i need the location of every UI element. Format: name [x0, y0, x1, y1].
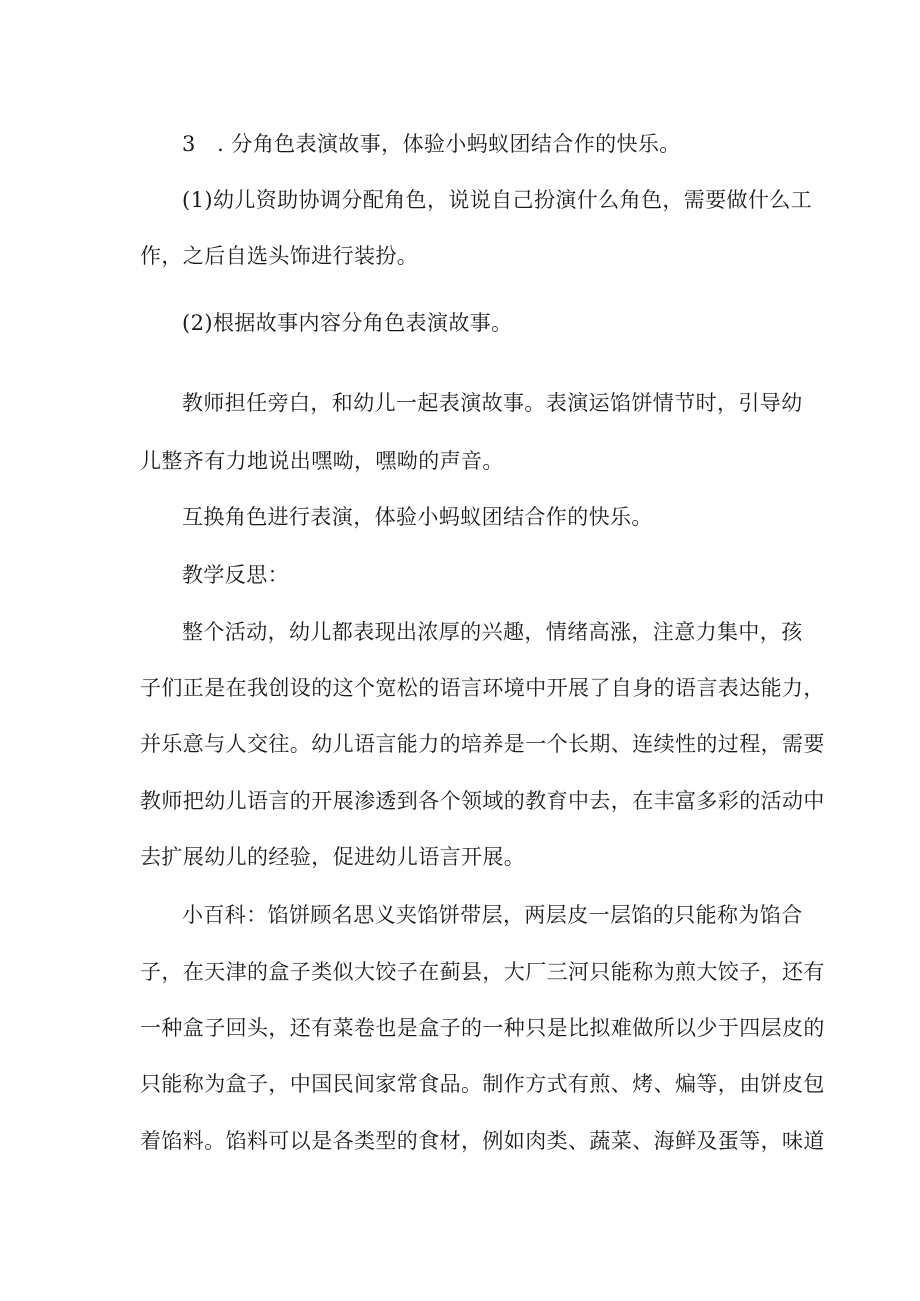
paragraph-teacher-line-2: 儿整齐有力地说出嘿呦，嘿呦的声音。 — [140, 449, 504, 473]
step-3-item-1-line-2: 作，之后自选头饰进行装扮。 — [140, 244, 419, 268]
paragraph-encyclopedia-line-4: 只能称为盒子，中国民间家常食品。制作方式有煎、烤、煸等，由饼皮包 — [140, 1072, 825, 1096]
paragraph-reflection-line-1: 整个活动，幼儿都表现出浓厚的兴趣，情绪高涨，注意力集中，孩 — [182, 620, 803, 644]
section-heading-reflection: 教学反思： — [182, 563, 289, 587]
step-3-heading: 3 . 分角色表演故事，体验小蚂蚁团结合作的快乐。 — [182, 132, 681, 156]
paragraph-teacher-line-1: 教师担任旁白，和幼儿一起表演故事。表演运馅饼情节时，引导幼 — [182, 391, 803, 415]
paragraph-reflection-line-5: 去扩展幼儿的经验，促进幼儿语言开展。 — [140, 845, 526, 869]
paragraph-swap-roles: 互换角色进行表演，体验小蚂蚁团结合作的快乐。 — [182, 505, 653, 529]
paragraph-encyclopedia-line-3: 一种盒子回头，还有菜卷也是盒子的一种只是比拟难做所以少于四层皮的 — [140, 1016, 825, 1040]
paragraph-reflection-line-3: 并乐意与人交往。幼儿语言能力的培养是一个长期、连续性的过程，需要 — [140, 732, 825, 756]
paragraph-encyclopedia-line-5: 着馅料。馅料可以是各类型的食材，例如肉类、蔬菜、海鲜及蛋等，味道 — [140, 1129, 825, 1153]
paragraph-reflection-line-2: 子们正是在我创设的这个宽松的语言环境中开展了自身的语言表达能力， — [140, 676, 825, 700]
paragraph-encyclopedia-line-1: 小百科：馅饼顾名思义夹馅饼带层，两层皮一层馅的只能称为馅合 — [182, 903, 803, 927]
paragraph-reflection-line-4: 教师把幼儿语言的开展渗透到各个领域的教育中去，在丰富多彩的活动中 — [140, 789, 825, 813]
paragraph-encyclopedia-line-2: 子，在天津的盒子类似大饺子在蓟县，大厂三河只能称为煎大饺子，还有 — [140, 960, 825, 984]
step-3-item-1-line-1: (1)幼儿资助协调分配角色，说说自己扮演什么角色，需要做什么工 — [182, 188, 813, 212]
step-3-item-2: (2)根据故事内容分角色表演故事。 — [182, 311, 513, 335]
